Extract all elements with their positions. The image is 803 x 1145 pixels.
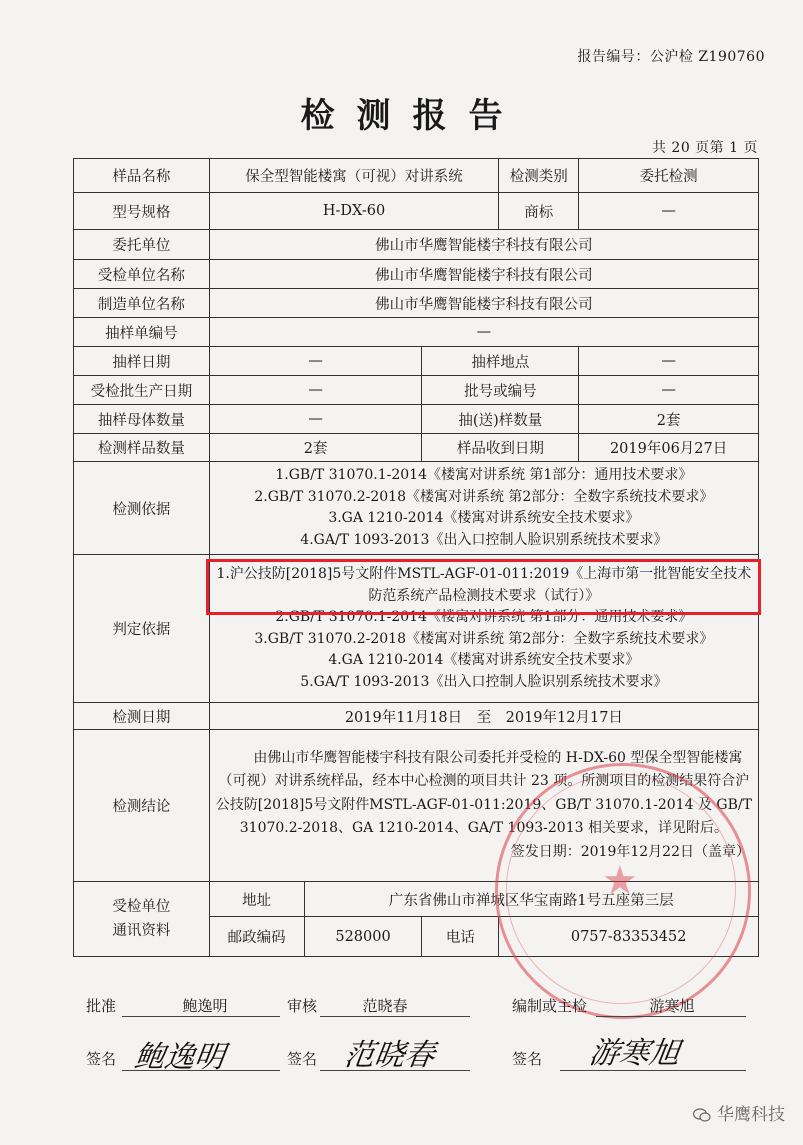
basis-line: 4.GA/T 1093-2013《出入口控制人脸识别系统技术要求》 <box>300 531 668 548</box>
watermark-text: 华鹰科技 <box>717 1105 785 1125</box>
cell-sample-place: — <box>579 347 759 376</box>
author-name: 游寒旭 <box>649 997 695 1015</box>
cell-address: 广东省佛山市禅城区华宝南路1号五座第三层 <box>304 882 758 917</box>
basis-line: 2.GB/T 31070.2-2018《楼寓对讲系统 第2部分：全数字系统技术要求》 <box>254 488 714 505</box>
cell-sample-date-label: 抽样日期 <box>74 347 210 376</box>
cell-test-qty-label: 检测样品数量 <box>74 434 210 462</box>
judge-line: 1.沪公技防[2018]5号文附件MSTL-AGF-01-011:2019《上海市第一批智能安全技术防范系统产品检测技术要求（试行）》 <box>216 566 752 604</box>
cell-test-date: 2019年11月18日 至 2019年12月17日 <box>209 703 758 730</box>
cell-inspected: 佛山市华鹰智能楼宇科技有限公司 <box>209 260 758 289</box>
cell-postcode-label: 邮政编码 <box>209 917 304 957</box>
cell-sample-name: 保全型智能楼寓（可视）对讲系统 <box>209 159 499 193</box>
cell-contact-label: 受检单位 通讯资料 <box>74 882 210 957</box>
cell-batch: — <box>579 376 759 405</box>
cell-batch-label: 批号或编号 <box>422 376 579 405</box>
review-name: 范晓春 <box>362 997 408 1015</box>
cell-phone-label: 电话 <box>422 917 499 957</box>
cell-brand-label: 商标 <box>499 193 579 230</box>
report-title: 检测报告 <box>300 96 525 136</box>
cell-address-label: 地址 <box>209 882 304 917</box>
cell-sent-qty-label: 抽(送)样数量 <box>422 405 579 434</box>
cell-brand: — <box>579 193 759 230</box>
sign-label-1: 签名 <box>86 1050 117 1068</box>
cell-parent-qty: — <box>209 405 422 434</box>
author-label: 编制或主检 <box>512 997 588 1015</box>
cell-inspected-label: 受检单位名称 <box>74 260 210 289</box>
wechat-icon <box>693 1108 711 1122</box>
conclusion-text: 由佛山市华鹰智能楼宇科技有限公司委托并受检的 H-DX-60 型保全型智能楼寓（可视）对讲系统样品，经本中心检测的项目共计 23 项。所测项目的检测结果符合沪公技防[2018]5号文附件MSTL-AGF-01-011:2019、GB/T 31070.1-2014 及 GB/T 31070.2-2018、GA 1210-2014、GA/T 1093-2013 相关要求，详见附后。 <box>215 749 752 837</box>
cell-sample-order: — <box>209 318 758 347</box>
basis-line: 1.GB/T 31070.1-2014《楼寓对讲系统 第1部分：通用技术要求》 <box>275 467 693 483</box>
review-label: 审核 <box>287 997 318 1015</box>
cell-maker-label: 制造单位名称 <box>74 289 210 318</box>
cell-sent-qty: 2套 <box>579 405 759 434</box>
sign-label-3: 签名 <box>512 1050 543 1068</box>
cell-prod-date: — <box>209 376 422 405</box>
watermark <box>693 1100 785 1125</box>
cell-basis-label: 检测依据 <box>74 462 210 555</box>
cell-model: H-DX-60 <box>209 193 499 230</box>
approve-name: 鲍逸明 <box>182 997 228 1015</box>
cell-judge-label: 判定依据 <box>74 555 210 703</box>
judge-line: 2.GB/T 31070.1-2014《楼寓对讲系统 第1部分：通用技术要求》 <box>275 609 693 625</box>
judge-line: 5.GA/T 1093-2013《出入口控制人脸识别系统技术要求》 <box>300 673 668 690</box>
cell-sample-place-label: 抽样地点 <box>422 347 579 376</box>
judge-line: 4.GA 1210-2014《楼寓对讲系统安全技术要求》 <box>328 652 640 668</box>
cell-model-label: 型号规格 <box>74 193 210 230</box>
judge-line: 3.GB/T 31070.2-2018《楼寓对讲系统 第2部分：全数字系统技术要求》 <box>254 630 714 647</box>
cell-conclusion-label: 检测结论 <box>74 730 210 882</box>
cell-phone: 0757-83353452 <box>499 917 759 957</box>
highlight-box <box>206 559 761 615</box>
official-seal: ★ <box>495 763 751 1019</box>
cell-client: 佛山市华鹰智能楼宇科技有限公司 <box>209 230 758 260</box>
cell-client-label: 委托单位 <box>74 230 210 260</box>
sign-date: 签发日期：2019年12月22日（盖章） <box>510 843 750 860</box>
cell-maker: 佛山市华鹰智能楼宇科技有限公司 <box>209 289 758 318</box>
cell-parent-qty-label: 抽样母体数量 <box>74 405 210 434</box>
signature-3: 游寒旭 <box>587 1036 682 1071</box>
basis-line: 3.GA 1210-2014《楼寓对讲系统安全技术要求》 <box>328 510 640 526</box>
cell-test-type: 委托检测 <box>579 159 759 193</box>
signature-2: 范晓春 <box>342 1038 437 1073</box>
cell-prod-date-label: 受检批生产日期 <box>74 376 210 405</box>
cell-sample-date: — <box>209 347 422 376</box>
cell-sample-name-label: 样品名称 <box>74 159 210 193</box>
cell-sample-order-label: 抽样单编号 <box>74 318 210 347</box>
sign-label-2: 签名 <box>287 1050 318 1068</box>
page-info: 共 20 页第 1 页 <box>651 140 758 156</box>
cell-postcode: 528000 <box>304 917 422 957</box>
cell-basis <box>209 462 758 555</box>
cell-test-type-label: 检测类别 <box>499 159 579 193</box>
cell-test-date-label: 检测日期 <box>74 703 210 730</box>
cell-received-label: 样品收到日期 <box>422 434 579 462</box>
cell-test-qty: 2套 <box>209 434 422 462</box>
approve-label: 批准 <box>86 997 117 1015</box>
signature-1: 鲍逸明 <box>132 1040 227 1075</box>
report-number: 报告编号：公沪检 Z190760 <box>577 49 765 65</box>
cell-received: 2019年06月27日 <box>579 434 759 462</box>
